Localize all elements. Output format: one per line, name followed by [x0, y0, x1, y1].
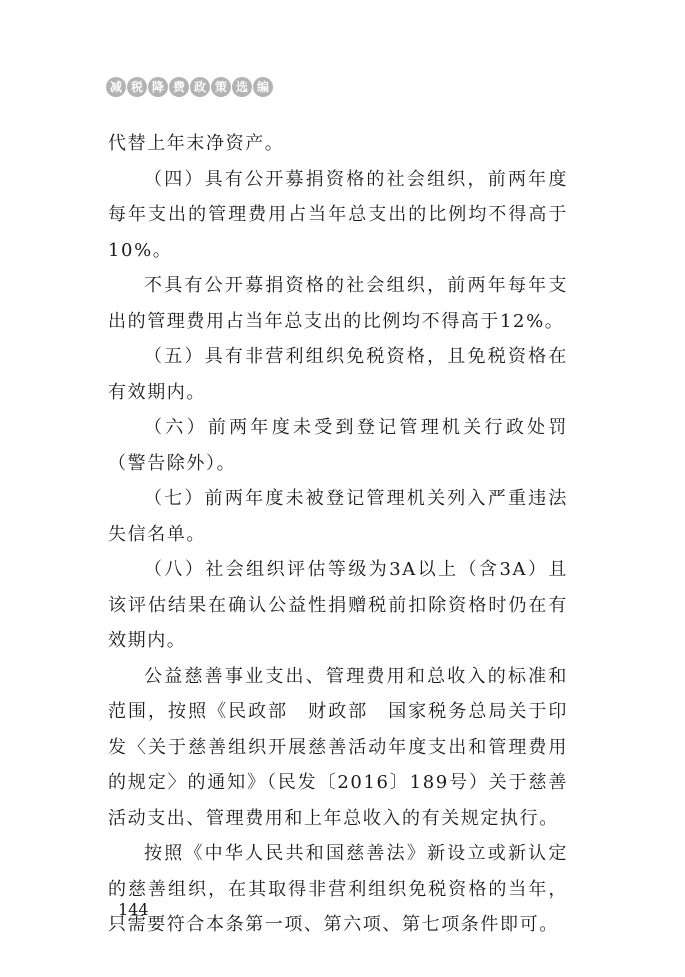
header-char-5: 政: [190, 77, 210, 97]
paragraph-item-8: （八）社会组织评估等级为3A以上（含3A）且该评估结果在确认公益性捐赠税前扣除资格时仍在有效期内。: [108, 559, 568, 651]
header-char-8: 编: [253, 77, 273, 97]
running-header: [106, 77, 273, 97]
page-number: 144: [118, 900, 149, 919]
paragraph-item-5: （五）具有非营利组织免税资格，且免税资格在有效期内。: [108, 346, 568, 403]
header-char-6: 策: [211, 77, 231, 97]
header-char-7: 选: [232, 77, 252, 97]
body-text: [108, 126, 568, 943]
paragraph-continuation: 代替上年末净资产。: [108, 133, 285, 154]
header-char-3: 降: [148, 77, 168, 97]
header-char-2: 税: [127, 77, 147, 97]
paragraph-item-4: （四）具有公开募捐资格的社会组织，前两年度每年支出的管理费用占当年总支出的比例均不得高于10%。: [108, 168, 568, 261]
header-char-4: 费: [169, 77, 189, 97]
paragraph-charity-law: 按照《中华人民共和国慈善法》新设立或新认定的慈善组织，在其取得非营利组织免税资格的当年，只需要符合本条第一项、第六项、第七项条件即可。: [108, 843, 568, 935]
paragraph-item-6: （六）前两年度未受到登记管理机关行政处罚（警告除外）。: [108, 417, 568, 474]
header-char-1: 减: [106, 77, 126, 97]
paragraph-item-7: （七）前两年度未被登记管理机关列入严重违法失信名单。: [108, 488, 568, 545]
paragraph-item-4-sub: 不具有公开募捐资格的社会组织，前两年每年支出的管理费用占当年总支出的比例均不得高于12%。: [108, 275, 568, 332]
paragraph-standards: 公益慈善事业支出、管理费用和总收入的标准和范围，按照《民政部 财政部 国家税务总局关于印发〈关于慈善组织开展慈善活动年度支出和管理费用的规定〉的通知》（民发〔2016〕189号）关于慈善活动支出、管理费用和上年总收入的有关规定执行。: [108, 665, 568, 829]
